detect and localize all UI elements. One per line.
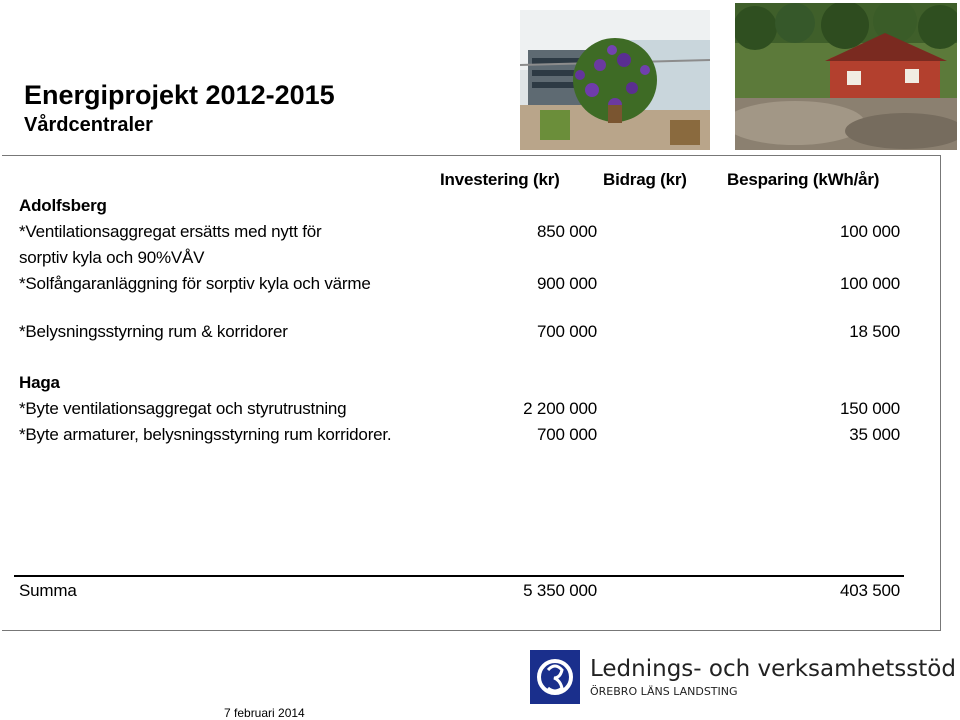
row-investering: 700 000 bbox=[536, 322, 597, 341]
logo-org: ÖREBRO LÄNS LANDSTING bbox=[590, 685, 738, 698]
page-title: Energiprojekt 2012-2015 bbox=[24, 80, 335, 110]
row-besparing: 35 000 bbox=[849, 425, 900, 444]
col-header-bidrag: Bidrag (kr) bbox=[603, 170, 687, 189]
row-investering: 850 000 bbox=[536, 222, 597, 241]
logo-name: Lednings- och verksamhetsstöd bbox=[590, 656, 956, 682]
row-investering: 700 000 bbox=[536, 425, 597, 444]
col-header-investering: Investering (kr) bbox=[440, 170, 560, 189]
landsting-logo bbox=[528, 648, 958, 710]
summa-besparing: 403 500 bbox=[839, 581, 900, 600]
row-label: *Solfångaranläggning för sorptiv kyla och värme bbox=[19, 274, 371, 293]
flowers-photo bbox=[520, 10, 710, 150]
row-label-cont: sorptiv kyla och 90%VÅV bbox=[19, 248, 205, 267]
row-besparing: 150 000 bbox=[839, 399, 900, 418]
row-investering: 2 200 000 bbox=[523, 399, 597, 418]
row-besparing: 100 000 bbox=[839, 222, 900, 241]
cottage-photo bbox=[735, 3, 957, 150]
row-besparing: 18 500 bbox=[849, 322, 900, 341]
row-investering: 900 000 bbox=[536, 274, 597, 293]
row-besparing: 100 000 bbox=[839, 274, 900, 293]
row-label: *Byte armaturer, belysningsstyrning rum korridorer. bbox=[19, 425, 392, 444]
summa-label: Summa bbox=[19, 581, 77, 600]
summa-divider bbox=[14, 575, 904, 577]
col-header-besparing: Besparing (kWh/år) bbox=[727, 170, 880, 189]
page-subtitle: Vårdcentraler bbox=[24, 114, 153, 136]
row-label: *Ventilationsaggregat ersätts med nytt för bbox=[19, 222, 322, 241]
section-title: Haga bbox=[19, 373, 60, 392]
row-label: *Byte ventilationsaggregat och styrutrustning bbox=[19, 399, 347, 418]
footer-date: 7 februari 2014 bbox=[224, 706, 305, 720]
row-label: *Belysningsstyrning rum & korridorer bbox=[19, 322, 288, 341]
section-title: Adolfsberg bbox=[19, 196, 107, 215]
summa-investering: 5 350 000 bbox=[523, 581, 597, 600]
